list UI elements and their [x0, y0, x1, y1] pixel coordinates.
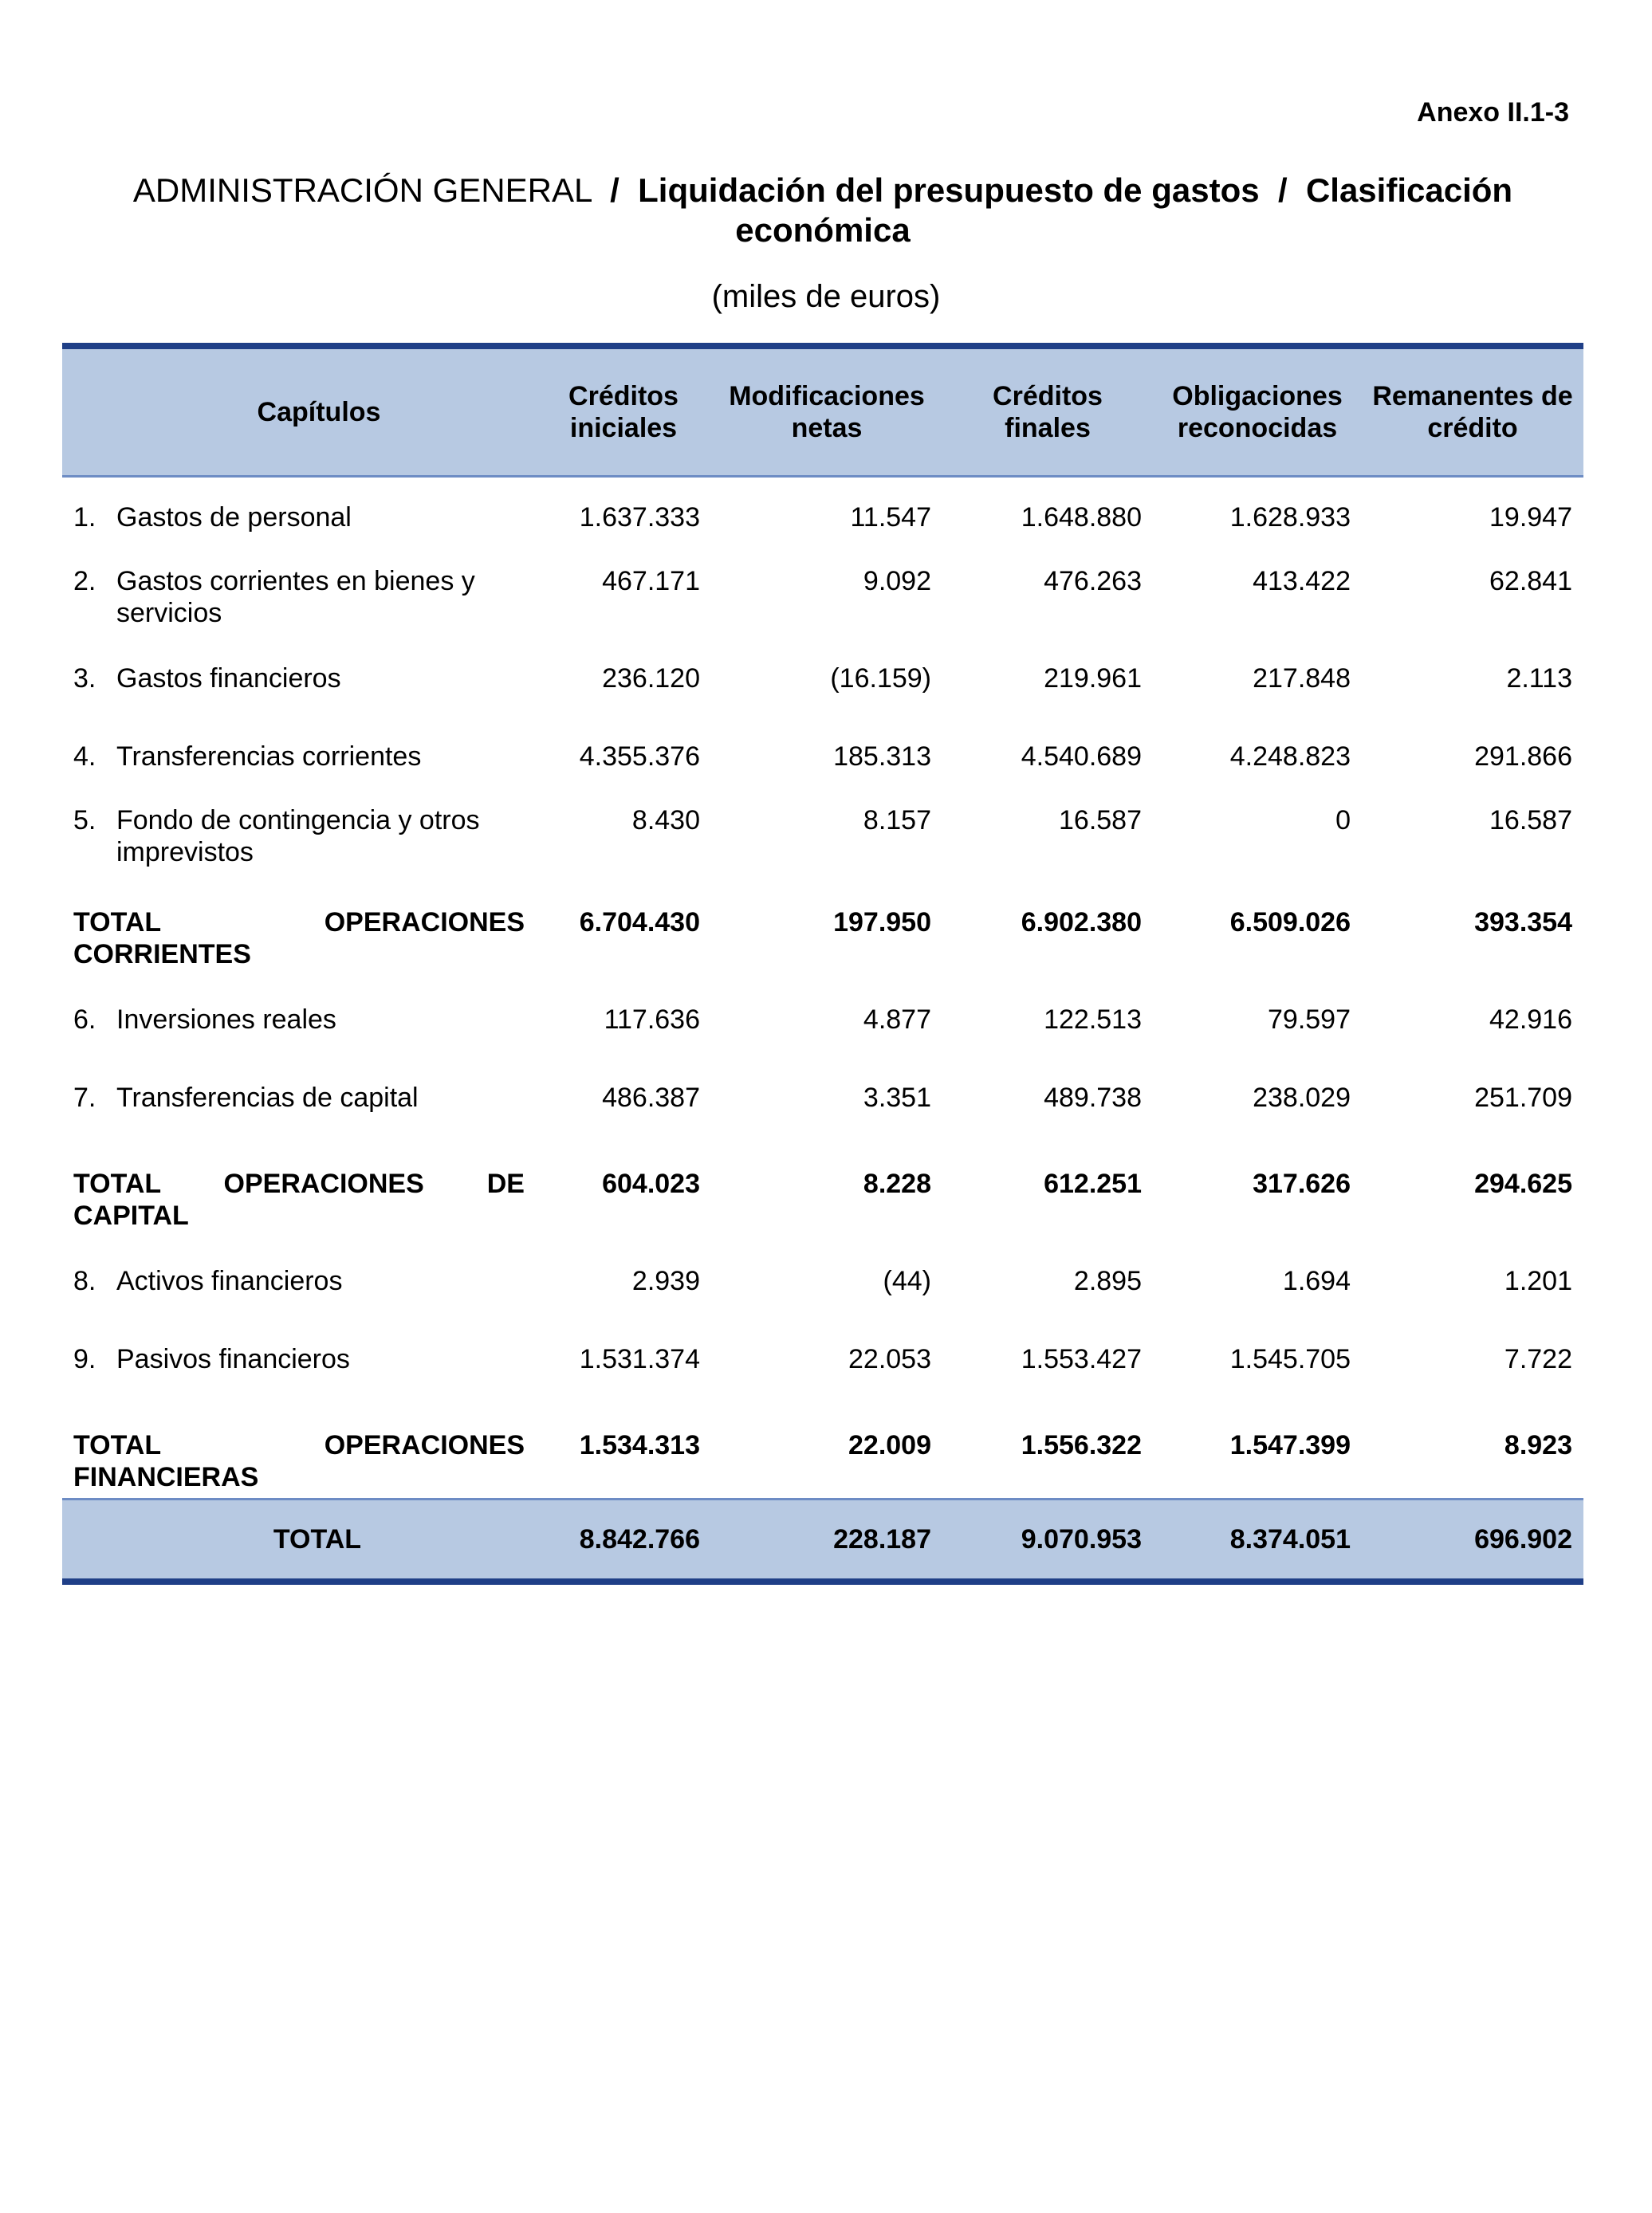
cell-obligaciones-reconocidas: 217.848 [1253, 663, 1351, 694]
row-index: 5. [73, 805, 96, 835]
title-separator-2: / [1277, 171, 1288, 209]
cell-modificaciones-netas: 197.950 [833, 907, 931, 937]
table-row [62, 1082, 1583, 1114]
row-label [62, 1343, 536, 1375]
table-row [62, 1265, 1583, 1297]
row-label-text: Gastos de personal [116, 502, 352, 533]
cell-creditos-finales: 4.540.689 [1021, 741, 1142, 772]
row-index: 4. [73, 741, 96, 772]
cell-remanentes-credito: 2.113 [1506, 663, 1572, 694]
budget-table-container [62, 343, 1583, 1585]
cell-obligaciones-reconocidas: 1.547.399 [1229, 1430, 1351, 1460]
row-index: 2. [73, 566, 96, 596]
cell-obligaciones-reconocidas: 6.509.026 [1229, 907, 1351, 937]
cell-creditos-finales: 1.553.427 [1021, 1344, 1142, 1374]
cell-remanentes-credito: 16.587 [1489, 805, 1572, 835]
total-remanentes-credito: 696.902 [1362, 1500, 1583, 1582]
total-obligaciones-reconocidas: 8.374.051 [1153, 1500, 1362, 1582]
title-part3: Clasificación económica [735, 171, 1513, 249]
budget-table [62, 343, 1583, 1585]
cell-creditos-finales: 122.513 [1044, 1004, 1142, 1035]
row-label [62, 565, 536, 629]
table-row [62, 741, 1583, 772]
cell-obligaciones-reconocidas: 1.628.933 [1229, 502, 1351, 533]
cell-creditos-iniciales: 6.704.430 [579, 907, 700, 937]
row-index: 6. [73, 1004, 96, 1035]
cell-modificaciones-netas: (44) [883, 1266, 931, 1296]
table-row [62, 1343, 1583, 1375]
table-row [62, 501, 1583, 533]
cell-obligaciones-reconocidas: 413.422 [1253, 566, 1351, 596]
row-index: 7. [73, 1083, 96, 1113]
row-index: 9. [73, 1344, 96, 1374]
row-label [62, 1265, 536, 1297]
header-modificaciones-netas: Modificaciones netas [711, 346, 942, 477]
header-obligaciones-reconocidas: Obligaciones reconocidas [1153, 346, 1362, 477]
row-label-text: Transferencias de capital [116, 1083, 419, 1113]
cell-creditos-finales: 1.556.322 [1021, 1430, 1142, 1460]
table-total-row [62, 1500, 1583, 1582]
cell-modificaciones-netas: 22.053 [848, 1344, 931, 1374]
cell-creditos-finales: 219.961 [1044, 663, 1142, 694]
cell-obligaciones-reconocidas: 4.248.823 [1229, 741, 1351, 772]
cell-creditos-iniciales: 117.636 [604, 1004, 700, 1035]
cell-modificaciones-netas: (16.159) [830, 663, 931, 694]
table-row-subtotal [62, 906, 1583, 970]
cell-creditos-finales: 476.263 [1044, 566, 1142, 596]
table-row [62, 662, 1583, 694]
cell-creditos-iniciales: 604.023 [602, 1169, 700, 1199]
cell-remanentes-credito: 393.354 [1474, 907, 1572, 937]
cell-remanentes-credito: 294.625 [1474, 1169, 1572, 1199]
annex-label: Anexo II.1-3 [1417, 97, 1569, 128]
cell-remanentes-credito: 42.916 [1489, 1004, 1572, 1035]
row-label [62, 501, 536, 533]
cell-obligaciones-reconocidas: 238.029 [1253, 1083, 1351, 1113]
cell-creditos-finales: 16.587 [1059, 805, 1142, 835]
table-body [62, 477, 1583, 1500]
header-remanentes-credito: Remanentes de crédito [1362, 346, 1583, 477]
subtotal-label: TOTAL OPERACIONES DE CAPITAL [73, 1169, 525, 1231]
row-label-text: Pasivos financieros [116, 1344, 350, 1374]
cell-creditos-iniciales: 1.531.374 [579, 1344, 700, 1374]
cell-creditos-iniciales: 2.939 [631, 1266, 700, 1296]
cell-remanentes-credito: 291.866 [1474, 741, 1572, 772]
page-title [64, 171, 1582, 250]
title-part1: ADMINISTRACIÓN GENERAL [132, 171, 592, 209]
cell-modificaciones-netas: 3.351 [863, 1083, 931, 1113]
cell-creditos-iniciales: 1.637.333 [579, 502, 700, 533]
row-label [62, 1004, 536, 1036]
cell-remanentes-credito: 7.722 [1504, 1344, 1572, 1374]
cell-modificaciones-netas: 8.157 [863, 805, 931, 835]
title-part2: Liquidación del presupuesto de gastos [638, 171, 1260, 209]
cell-obligaciones-reconocidas: 317.626 [1253, 1169, 1351, 1199]
cell-remanentes-credito: 8.923 [1504, 1430, 1572, 1460]
cell-creditos-finales: 1.648.880 [1021, 502, 1142, 533]
header-creditos-iniciales: Créditos iniciales [536, 346, 711, 477]
table-header-row [62, 346, 1583, 477]
cell-remanentes-credito: 19.947 [1489, 502, 1572, 533]
cell-creditos-iniciales: 486.387 [602, 1083, 700, 1113]
cell-remanentes-credito: 251.709 [1474, 1083, 1572, 1113]
row-index: 1. [73, 502, 96, 533]
cell-modificaciones-netas: 22.009 [848, 1430, 931, 1460]
table-row [62, 804, 1583, 868]
cell-modificaciones-netas: 4.877 [863, 1004, 931, 1035]
total-creditos-finales: 9.070.953 [942, 1500, 1153, 1582]
row-label [62, 662, 536, 694]
cell-creditos-iniciales: 467.171 [602, 566, 700, 596]
cell-creditos-iniciales: 236.120 [602, 663, 700, 694]
cell-obligaciones-reconocidas: 1.694 [1282, 1266, 1351, 1296]
row-label-text: Gastos financieros [116, 663, 341, 694]
cell-creditos-iniciales: 8.430 [631, 805, 700, 835]
row-label [62, 1082, 536, 1114]
title-separator-1: / [610, 171, 620, 209]
row-label-text: Activos financieros [116, 1266, 343, 1296]
row-index: 8. [73, 1266, 96, 1296]
header-capitulos: Capítulos [62, 346, 536, 477]
cell-obligaciones-reconocidas: 0 [1335, 805, 1351, 835]
cell-creditos-iniciales: 4.355.376 [579, 741, 700, 772]
total-creditos-iniciales: 8.842.766 [536, 1500, 711, 1582]
cell-obligaciones-reconocidas: 79.597 [1268, 1004, 1351, 1035]
cell-creditos-finales: 489.738 [1044, 1083, 1142, 1113]
cell-modificaciones-netas: 8.228 [863, 1169, 931, 1199]
cell-remanentes-credito: 62.841 [1489, 566, 1572, 596]
cell-obligaciones-reconocidas: 1.545.705 [1229, 1344, 1351, 1374]
table-row [62, 1004, 1583, 1036]
row-label [62, 804, 536, 868]
row-label-text: Fondo de contingencia y otros imprevistos [116, 805, 480, 867]
cell-modificaciones-netas: 9.092 [863, 566, 931, 596]
row-label-text: Gastos corrientes en bienes y servicios [116, 566, 475, 628]
cell-creditos-finales: 612.251 [1044, 1169, 1142, 1199]
subtotal-label: TOTAL OPERACIONES FINANCIERAS [73, 1430, 525, 1492]
cell-remanentes-credito: 1.201 [1504, 1266, 1572, 1296]
table-row [62, 565, 1583, 629]
row-index: 3. [73, 663, 96, 694]
header-creditos-finales: Créditos finales [942, 346, 1153, 477]
row-label [62, 741, 536, 772]
cell-modificaciones-netas: 11.547 [850, 502, 931, 533]
table-row-subtotal [62, 1168, 1583, 1232]
cell-creditos-finales: 2.895 [1073, 1266, 1142, 1296]
total-modificaciones-netas: 228.187 [711, 1500, 942, 1582]
cell-creditos-iniciales: 1.534.313 [579, 1430, 700, 1460]
subtotal-label: TOTAL OPERACIONES CORRIENTES [73, 907, 525, 969]
row-label-text: Inversiones reales [116, 1004, 336, 1035]
row-label-text: Transferencias corrientes [116, 741, 422, 772]
total-label: TOTAL [62, 1500, 536, 1582]
cell-modificaciones-netas: 185.313 [833, 741, 931, 772]
units-subtitle: (miles de euros) [711, 279, 941, 314]
table-row-subtotal [62, 1429, 1583, 1493]
cell-creditos-finales: 6.902.380 [1021, 907, 1142, 937]
